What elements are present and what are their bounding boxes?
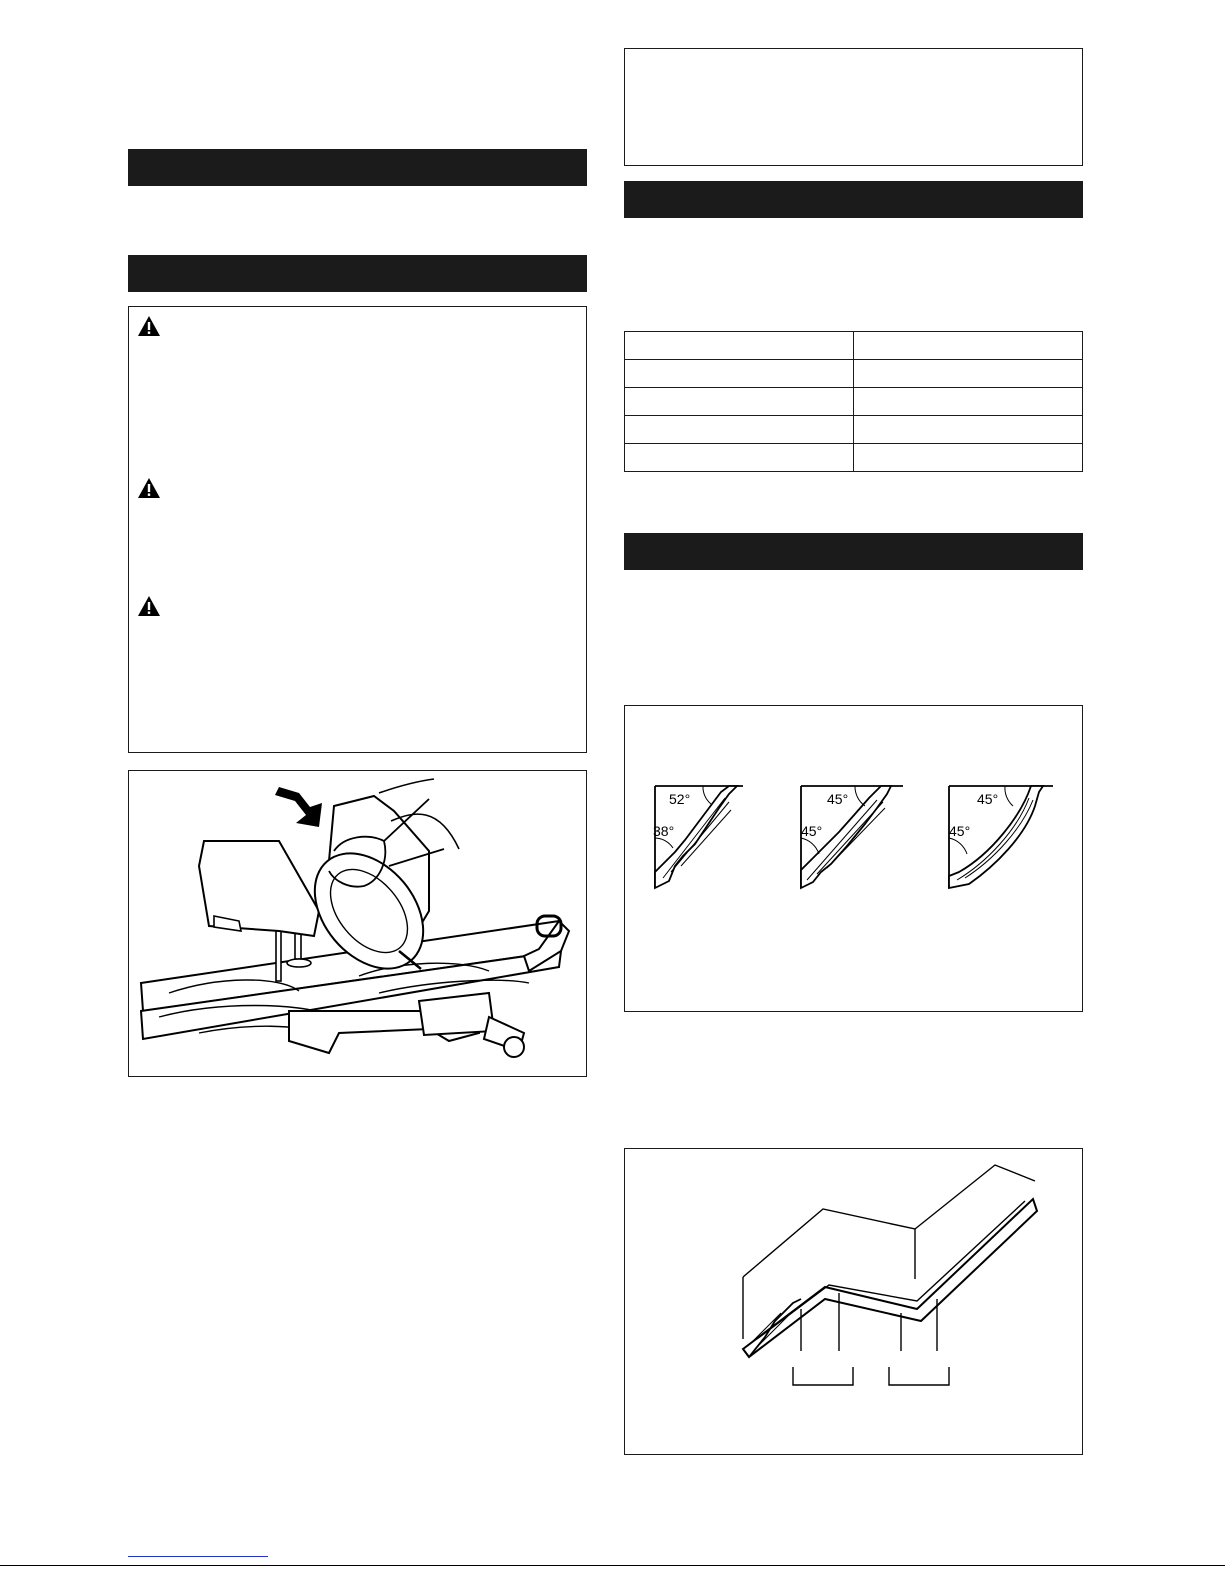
saw-illustration-frame xyxy=(128,770,587,1077)
section-header-bar-4 xyxy=(624,533,1083,570)
svg-text:38°: 38° xyxy=(653,823,675,839)
section-header-bar-1 xyxy=(128,149,587,186)
molding-profile-45-45-a xyxy=(801,786,903,888)
table-row xyxy=(625,360,1083,388)
note-box xyxy=(624,48,1083,166)
warning-triangle-icon xyxy=(137,477,161,499)
page-bottom-rule xyxy=(0,1565,1225,1566)
miter-saw-illustration xyxy=(129,771,585,1075)
warning-box xyxy=(128,306,587,753)
svg-text:45°: 45° xyxy=(949,823,971,839)
section-header-bar-3 xyxy=(624,181,1083,218)
molding-profiles-frame xyxy=(624,705,1083,1012)
svg-text:45°: 45° xyxy=(801,823,823,839)
warning-triangle-icon xyxy=(137,315,161,337)
table-row xyxy=(625,416,1083,444)
molding-profile-52-38 xyxy=(653,786,743,888)
capacity-table xyxy=(624,331,1083,472)
table-row xyxy=(625,332,1083,360)
footer-link-underline xyxy=(128,1556,268,1557)
section-header-bar-2 xyxy=(128,255,587,292)
push-arrow-icon xyxy=(275,787,322,827)
svg-text:45°: 45° xyxy=(827,791,849,807)
warning-triangle-icon xyxy=(137,595,161,617)
table-row xyxy=(625,444,1083,472)
molding-corner-illustration xyxy=(625,1149,1081,1453)
molding-corner-frame xyxy=(624,1148,1083,1455)
molding-profile-45-45-b xyxy=(949,786,1053,888)
svg-text:52°: 52° xyxy=(669,791,691,807)
svg-text:45°: 45° xyxy=(977,791,999,807)
table-row xyxy=(625,388,1083,416)
